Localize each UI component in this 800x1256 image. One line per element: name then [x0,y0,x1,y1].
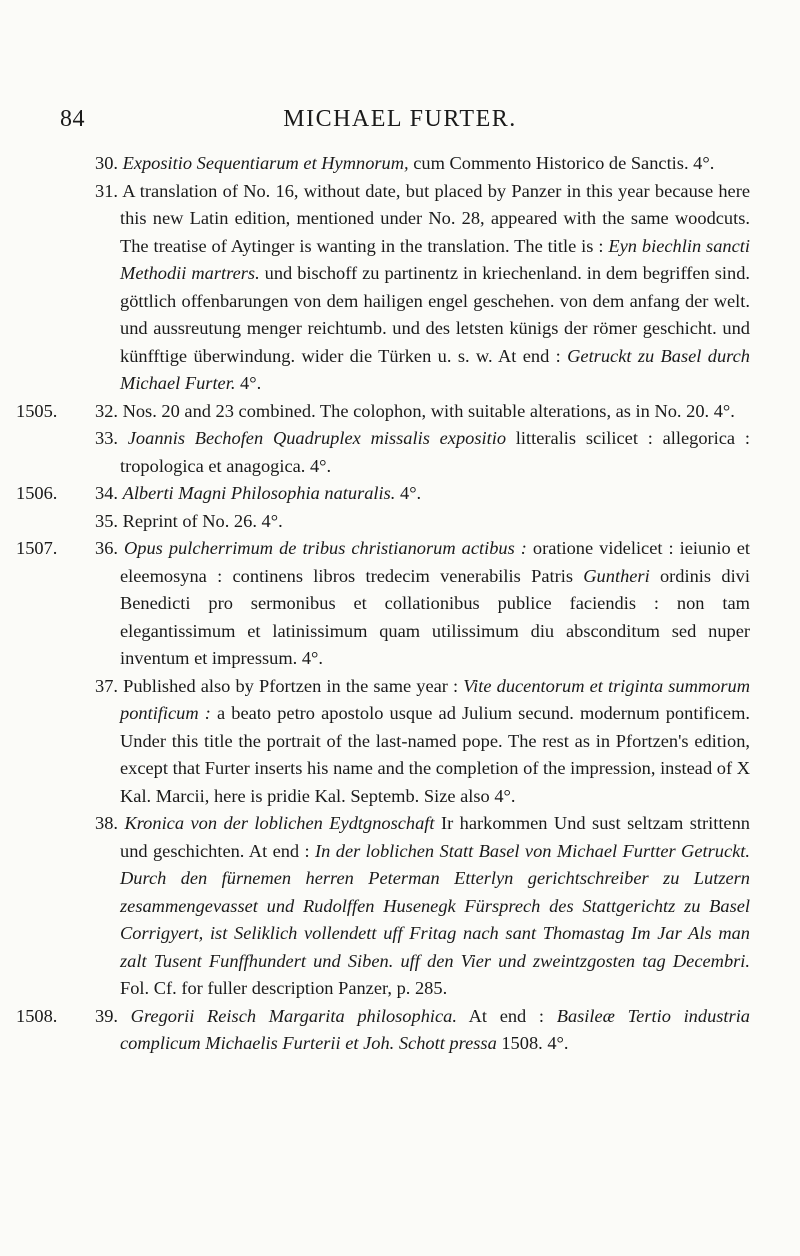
entry-text: a beato petro apostolo usque ad Julium secund. modernum pontificem. Under this title the portrait of the last-named pope. The rest as in Pfortzen's edition, except that Furter inserts his name and the completion of the impression, instead of X Kal. Marcii, here is pridie Kal. Septemb. Size also 4°. [120,703,750,806]
entry-italic-text: Guntheri [583,565,650,586]
entry-italic-text: Joannis Bechofen Quadruplex missalis expositio [127,428,507,448]
entry-italic-text: Opus pulcherrimum de tribus christianorum actibus : [124,538,527,558]
entry-text: 1508. 4°. [496,1033,569,1053]
entry-text: 36. [95,538,125,558]
entry-italic-text: Eyn biechlin sancti Methodii martrers. [120,235,750,283]
entry-italic-text: Basileæ Tertio industria complicum Michaelis Furterii et Joh. Schott pressa [120,1005,750,1053]
entry-text: 37. Published also by Pfortzen in the same year : [95,675,464,696]
entry-text: oratione videlicet : ieiunio et eleemosyna : continens libros tredecim venerabilis Patris [120,538,750,586]
entry-text: 34. [95,483,123,503]
entry-text: ordinis divi Benedicti pro sermonibus et collationibus publice faciendis : non tam elegantissimum et latinissimum quam utilissimum diu absconditum sed nuper inventum et impressum. 4°. [120,565,750,668]
entry-text: At end : [456,1005,557,1026]
entry-text: 35. Reprint of No. 26. 4°. [95,510,283,531]
entry-text: litteralis scilicet : allegorica : tropologica et anagogica. 4°. [120,428,750,476]
bibliography-entry [0,425,800,480]
entry-year: 1506. [16,483,58,503]
entry-italic-text: Gregorii Reisch Margarita philosophica. [130,1005,457,1026]
entry-text: 39. [95,1005,131,1026]
entry-italic-text: Expositio Sequentiarum et Hymnorum, [122,153,409,173]
entry-text: 33. [95,428,128,448]
bibliography-entry [0,673,800,811]
entry-text: und bischoff zu partinentz in kriechenland. in dem begriffen sind. göttlich offenbarungen von dem hailigen engel geschehen. von dem anfang der welt. und aussreutung menger reichtumb. und des letsten künigs der römer geschicht. und künfftige überwindung. wider die Türken u. s. w. At end : [120,263,750,366]
bibliography-entry [0,150,800,178]
entry-italic-text: Alberti Magni Philosophia naturalis. [122,483,396,503]
entry-year: 1505. [16,400,58,421]
entry-text: 32. Nos. 20 and 23 combined. The colophon, with suitable alterations, as in No. 20. 4°. [95,400,735,421]
bibliography-entry [0,178,800,398]
entry-text: Ir harkommen Und sust seltzam strittenn und geschichten. At end : [120,813,750,861]
bibliography-entry [0,535,800,673]
bibliography-entry [0,508,800,536]
entry-text: Fol. Cf. for fuller description Panzer, p. 285. [120,978,448,998]
entry-text: cum Commento Historico de Sanctis. 4°. [408,153,715,173]
entry-text: 4°. [235,373,262,393]
bibliography-entry [0,398,800,426]
entry-text: 4°. [395,483,422,503]
bibliography-entry [0,810,800,1003]
entry-text: 30. [95,153,123,173]
entry-italic-text: In der loblichen Statt Basel von Michael Furtter Getruckt. Durch den fürnemen herren Peterman Etterlyn gerichtschreiber zu Lutzern zesammengevasset und Rudolffen Husenegk Fürsprech des Stattgerichtz zu Basel Corrigyert, ist Seliklich vollendett uff Fritag nach sant Thomastag Im Jar Als man zalt Tusent Funffhundert und Siben. uff den Vier und zweintzgosten tag Decembri. [120,840,750,971]
entry-italic-text: Getruckt zu Basel durch Michael Furter. [120,345,750,393]
entry-year: 1508. [16,1005,58,1026]
bibliography-list [0,150,800,1058]
entry-text: 31. A translation of No. 16, without date, but placed by Panzer in this year because here this new Latin edition, mentioned under No. 28, appeared with the same woodcuts. The treatise of Aytinger is wanting in the translation. The title is : [95,180,750,256]
bibliography-entry [0,480,800,508]
entry-italic-text: Vite ducentorum et triginta summorum pontificum : [120,675,750,723]
running-head: MICHAEL FURTER. [283,106,517,132]
entry-year: 1507. [16,538,58,558]
entry-text: 38. [95,813,125,833]
page-number: 84 [60,106,85,132]
bibliography-entry [0,1003,800,1058]
entry-italic-text: Kronica von der loblichen Eydtgnoschaft [124,813,435,833]
page-header [0,100,800,140]
